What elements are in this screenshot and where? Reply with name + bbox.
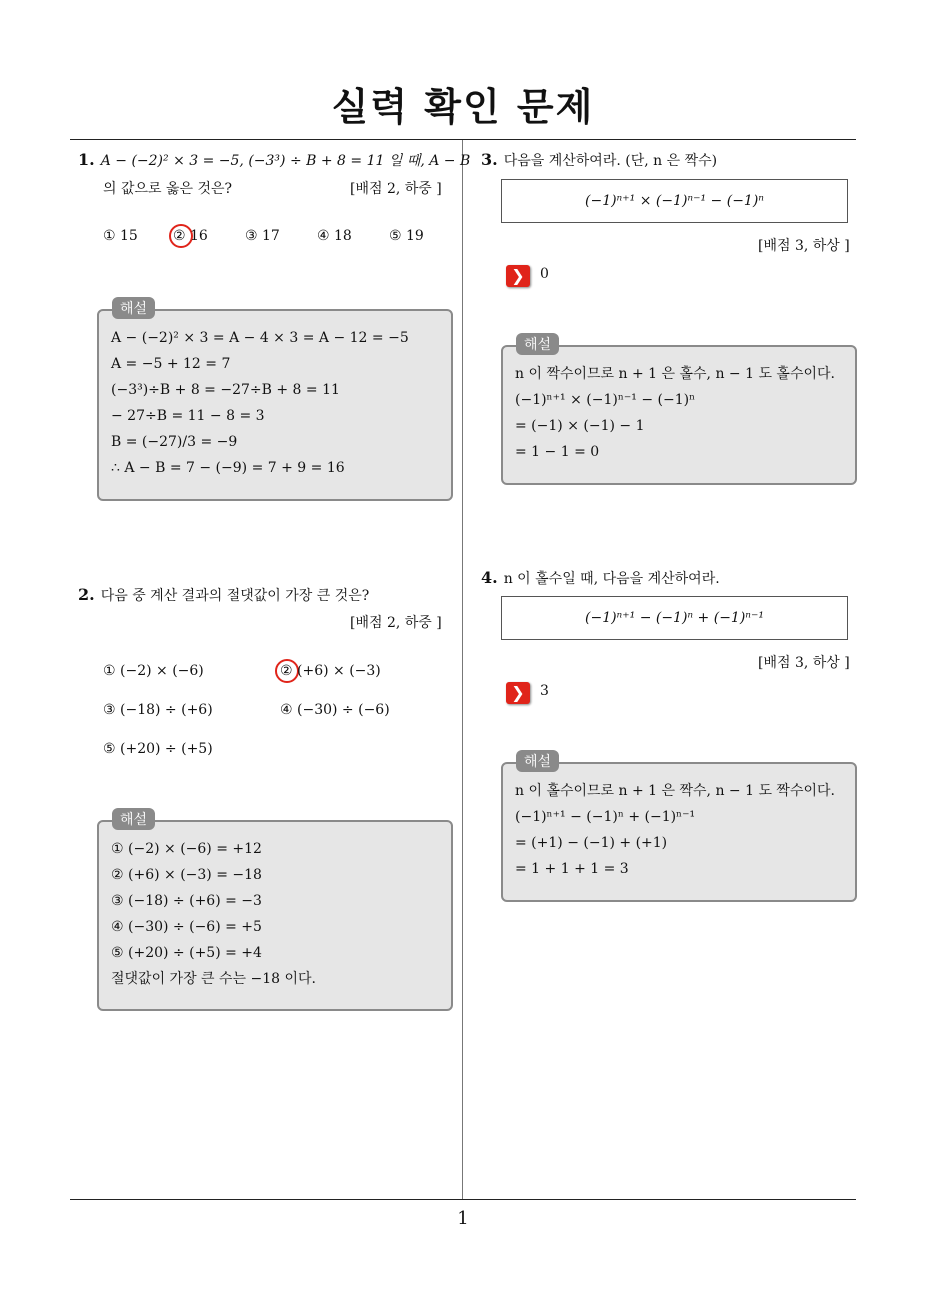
question-text: n 이 홀수일 때, 다음을 계산하여라.: [503, 571, 720, 587]
chevron-right-icon: ❯: [506, 265, 530, 287]
chevron-right-icon: ❯: [506, 682, 530, 704]
solution-line: = (+1) − (−1) + (+1): [515, 835, 668, 851]
choice-5[interactable]: ⑤ 19: [389, 228, 424, 244]
column-divider: [462, 140, 463, 1200]
expression-box: [501, 596, 848, 640]
choice-3[interactable]: ③ 17: [245, 228, 280, 244]
solution-line: ⑤ (+20) ÷ (+5) = +4: [111, 945, 262, 961]
choice-1[interactable]: ① (−2) × (−6): [103, 663, 204, 679]
solution-line: ① (−2) × (−6) = +12: [111, 841, 262, 857]
bottom-rule: [70, 1199, 856, 1200]
choice-5[interactable]: ⑤ (+20) ÷ (+5): [103, 741, 213, 757]
score-meta: [배점 2, 하중 ]: [350, 615, 442, 631]
solution-tag: 해설: [516, 333, 559, 355]
expression: (−1)ⁿ⁺¹ × (−1)ⁿ⁻¹ − (−1)ⁿ: [585, 193, 764, 209]
question-number: 2.: [78, 585, 95, 604]
choice-4[interactable]: ④ (−30) ÷ (−6): [280, 702, 390, 718]
solution-box: [97, 820, 453, 1011]
question-1: [78, 150, 470, 170]
solution-line: = (−1) × (−1) − 1: [515, 418, 645, 434]
solution-line: ④ (−30) ÷ (−6) = +5: [111, 919, 262, 935]
solution-box: [97, 309, 453, 501]
answer-value: 0: [540, 266, 549, 282]
score-meta: [배점 2, 하중 ]: [350, 181, 442, 197]
solution-line: B = (−27)/3 = −9: [111, 434, 238, 450]
question-4: [481, 568, 720, 588]
question-3: [481, 150, 717, 170]
score-meta: [배점 3, 하상 ]: [758, 655, 850, 671]
question-text: A − (−2)² × 3 = −5, (−3³) ÷ B + 8 = 11 일 때, A − B: [100, 153, 471, 169]
solution-line: ② (+6) × (−3) = −18: [111, 867, 262, 883]
solution-line: ∴ A − B = 7 − (−9) = 7 + 9 = 16: [111, 460, 345, 476]
solution-line: ③ (−18) ÷ (+6) = −3: [111, 893, 262, 909]
question-number: 3.: [481, 150, 498, 169]
expression-box: [501, 179, 848, 223]
score-meta: [배점 3, 하상 ]: [758, 238, 850, 254]
question-2: [78, 585, 369, 605]
page-title: 실력 확인 문제: [331, 85, 595, 129]
solution-line: n 이 홀수이므로 n + 1 은 짝수, n − 1 도 짝수이다.: [515, 783, 835, 799]
solution-line: n 이 짝수이므로 n + 1 은 홀수, n − 1 도 홀수이다.: [515, 366, 835, 382]
solution-line: A = −5 + 12 = 7: [111, 356, 231, 372]
solution-line: 절댓값이 가장 큰 수는 −18 이다.: [111, 971, 317, 987]
solution-line: (−1)ⁿ⁺¹ − (−1)ⁿ + (−1)ⁿ⁻¹: [515, 809, 696, 825]
question-text-continued: 의 값으로 옳은 것은?: [103, 181, 233, 197]
solution-line: (−3³)÷B + 8 = −27÷B + 8 = 11: [111, 382, 340, 398]
solution-tag: 해설: [516, 750, 559, 772]
top-rule: [70, 139, 856, 140]
expression: (−1)ⁿ⁺¹ − (−1)ⁿ + (−1)ⁿ⁻¹: [585, 610, 764, 626]
choice-2[interactable]: ② (+6) × (−3): [280, 663, 381, 679]
solution-line: = 1 + 1 + 1 = 3: [515, 861, 629, 877]
solution-box: [501, 345, 857, 485]
choice-2[interactable]: ② 16: [173, 228, 208, 244]
solution-line: − 27÷B = 11 − 8 = 3: [111, 408, 265, 424]
solution-tag: 해설: [112, 808, 155, 830]
page-number: 1: [457, 1208, 469, 1229]
question-number: 4.: [481, 568, 498, 587]
answer-value: 3: [540, 683, 549, 699]
question-text: 다음 중 계산 결과의 절댓값이 가장 큰 것은?: [100, 588, 370, 604]
choice-4[interactable]: ④ 18: [317, 228, 352, 244]
solution-line: A − (−2)² × 3 = A − 4 × 3 = A − 12 = −5: [111, 330, 409, 346]
choice-1[interactable]: ① 15: [103, 228, 138, 244]
solution-line: = 1 − 1 = 0: [515, 444, 600, 460]
question-number: 1.: [78, 150, 95, 169]
solution-tag: 해설: [112, 297, 155, 319]
solution-line: (−1)ⁿ⁺¹ × (−1)ⁿ⁻¹ − (−1)ⁿ: [515, 392, 696, 408]
question-text: 다음을 계산하여라. (단, n 은 짝수): [503, 153, 718, 169]
solution-box: [501, 762, 857, 902]
choice-3[interactable]: ③ (−18) ÷ (+6): [103, 702, 213, 718]
